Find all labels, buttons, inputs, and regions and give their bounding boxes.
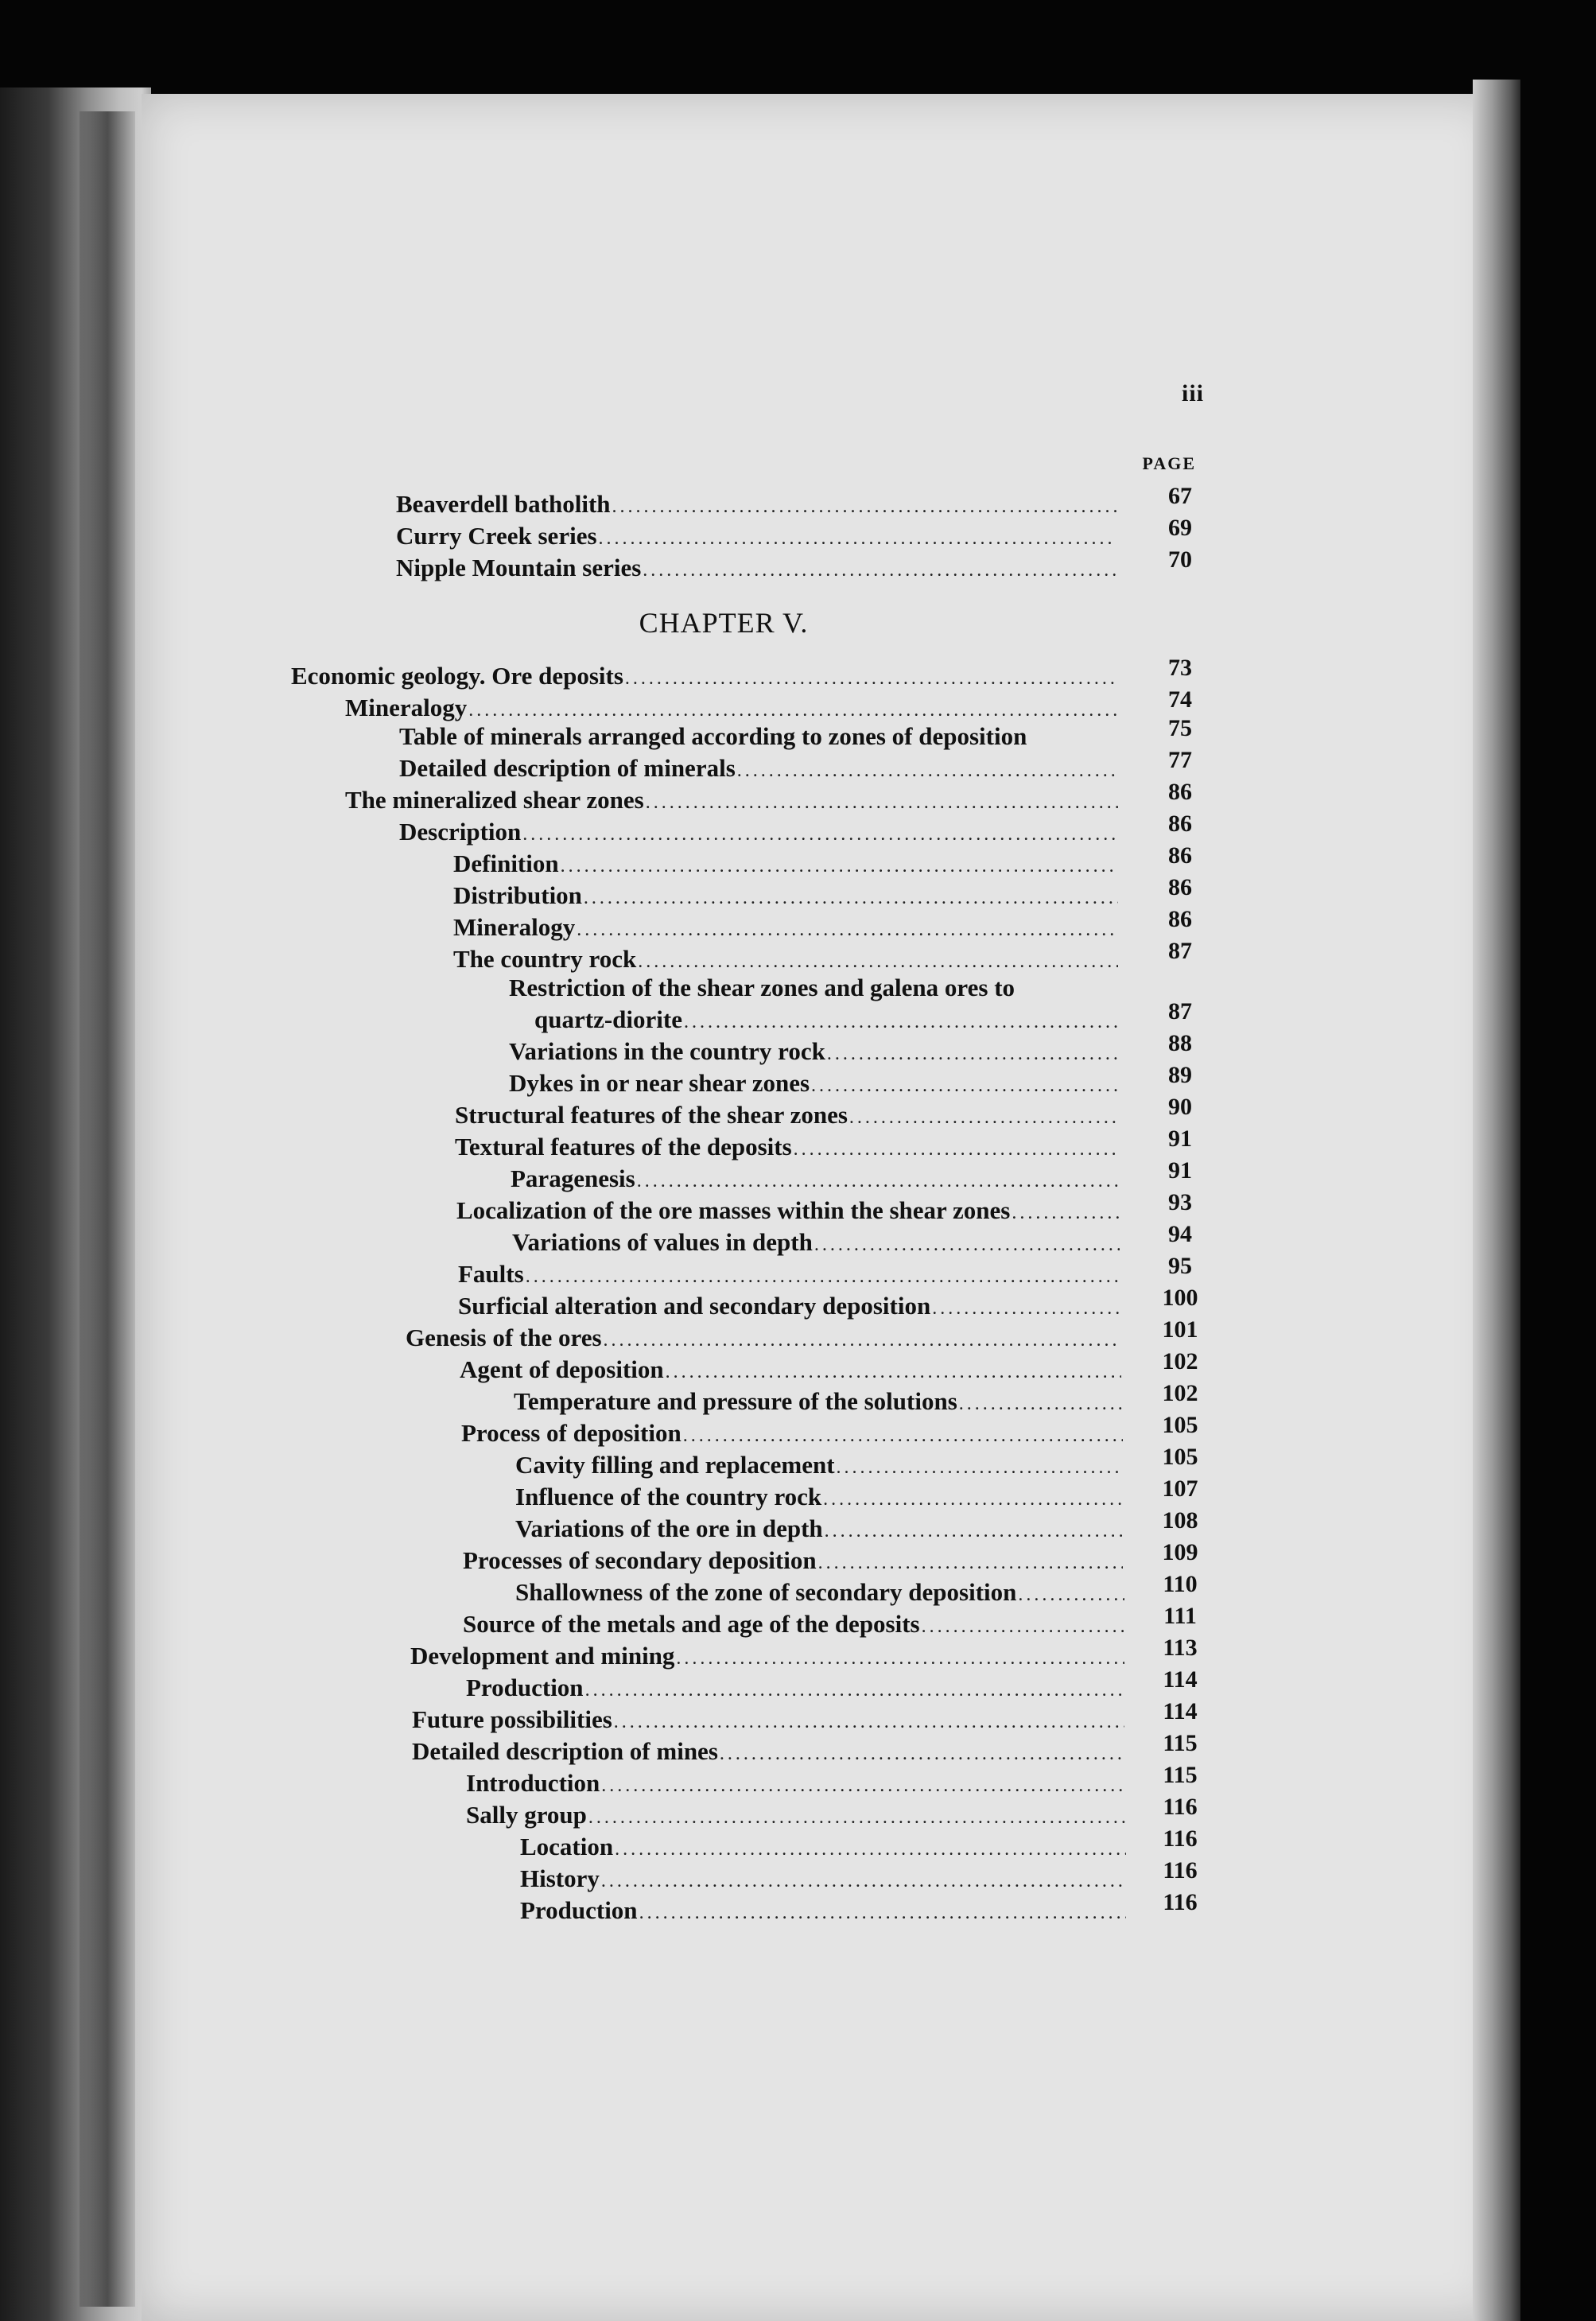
page-column-label: PAGE bbox=[1142, 453, 1196, 473]
toc-page-number: 86 bbox=[1168, 811, 1192, 837]
toc-entry: Variations of values in depth ..... bbox=[512, 1227, 1120, 1258]
toc-page-number: 86 bbox=[1168, 874, 1192, 900]
toc-page-number: 114 bbox=[1163, 1666, 1198, 1693]
toc-page-number: 111 bbox=[1163, 1603, 1197, 1629]
toc-page-number: 89 bbox=[1168, 1062, 1192, 1088]
toc-page-number: 95 bbox=[1168, 1253, 1192, 1279]
toc-entry: Description ..... bbox=[399, 816, 1118, 848]
toc-page-number: 115 bbox=[1163, 1762, 1198, 1788]
toc-entry: Detailed description of mines ..... bbox=[412, 1736, 1124, 1767]
toc-page-number: 114 bbox=[1163, 1698, 1198, 1724]
toc-entry: Distribution ..... bbox=[453, 880, 1118, 912]
toc-entry: The mineralized shear zones ..... bbox=[345, 784, 1118, 816]
toc-page-number: 91 bbox=[1168, 1126, 1192, 1152]
toc-page-number: 91 bbox=[1168, 1157, 1192, 1184]
toc-page-number: 105 bbox=[1162, 1444, 1198, 1470]
toc-entry: Variations in the country rock ..... bbox=[509, 1036, 1120, 1067]
toc-page-number: 67 bbox=[1168, 483, 1192, 509]
toc-page-number: 107 bbox=[1162, 1475, 1198, 1502]
toc-page-number: 88 bbox=[1168, 1030, 1192, 1056]
toc-page-number: 101 bbox=[1162, 1316, 1198, 1343]
toc-entry: Beaverdell batholith ..... bbox=[396, 488, 1116, 520]
toc-page-number: 102 bbox=[1162, 1380, 1198, 1406]
toc-page-number: 86 bbox=[1168, 906, 1192, 932]
toc-page-number: 93 bbox=[1168, 1189, 1192, 1215]
toc-page-number: 69 bbox=[1168, 515, 1192, 541]
toc-entry: Mineralogy ..... bbox=[453, 912, 1118, 943]
toc-entry: Detailed description of minerals ..... bbox=[399, 752, 1118, 784]
toc-page-number: 87 bbox=[1168, 998, 1192, 1024]
toc-entry: Paragenesis ..... bbox=[511, 1163, 1120, 1195]
toc-page-number: 87 bbox=[1168, 938, 1192, 964]
toc-entry: Agent of deposition ..... bbox=[460, 1354, 1121, 1386]
toc-entry: Localization of the ore masses within the shear zones ..... bbox=[456, 1195, 1120, 1227]
toc-entry: Sally group ..... bbox=[466, 1799, 1126, 1831]
toc-page-number: 73 bbox=[1168, 655, 1192, 681]
toc-entry: Source of the metals and age of the deposits ..... bbox=[463, 1608, 1124, 1640]
toc-entry: Introduction ..... bbox=[466, 1767, 1126, 1799]
chapter-heading: CHAPTER V. bbox=[639, 607, 809, 639]
toc-page-number: 105 bbox=[1162, 1412, 1198, 1438]
toc-entry: Processes of secondary deposition ..... bbox=[463, 1545, 1123, 1576]
toc-entry: Cavity filling and replacement ..... bbox=[515, 1449, 1123, 1481]
toc-entry: Influence of the country rock ..... bbox=[515, 1481, 1123, 1513]
toc-page-number: 74 bbox=[1168, 686, 1192, 713]
toc-page-number: 108 bbox=[1162, 1507, 1198, 1534]
toc-entry: Process of deposition ..... bbox=[461, 1417, 1123, 1449]
toc-entry: Restriction of the shear zones and galena ores to bbox=[509, 974, 1015, 1001]
toc-entry: Curry Creek series ..... bbox=[396, 520, 1116, 552]
toc-page-number: 109 bbox=[1162, 1539, 1198, 1565]
toc-entry: Future possibilities ..... bbox=[412, 1704, 1124, 1736]
toc-entry: Mineralogy ..... bbox=[345, 692, 1118, 724]
toc-entry: Production ..... bbox=[466, 1672, 1124, 1704]
toc-entry: Faults ..... bbox=[458, 1258, 1121, 1290]
toc-entry: Definition ..... bbox=[453, 848, 1118, 880]
toc-entry: Dykes in or near shear zones ..... bbox=[509, 1067, 1120, 1099]
toc-entry: The country rock ..... bbox=[453, 943, 1118, 975]
toc-entry: quartz-diorite ..... bbox=[534, 1004, 1120, 1036]
toc-entry: Textural features of the deposits ..... bbox=[455, 1131, 1120, 1163]
toc-page-number: 116 bbox=[1163, 1857, 1198, 1884]
toc-entry: Nipple Mountain series ..... bbox=[396, 552, 1116, 584]
toc-page-number: 116 bbox=[1163, 1889, 1198, 1915]
toc-page-number: 102 bbox=[1162, 1348, 1198, 1374]
toc-entry: Genesis of the ores ..... bbox=[406, 1322, 1121, 1354]
toc-entry: History ..... bbox=[520, 1863, 1126, 1895]
toc-entry: Production ..... bbox=[520, 1895, 1126, 1926]
toc-page-number: 77 bbox=[1168, 747, 1192, 773]
toc-page-number: 70 bbox=[1168, 546, 1192, 573]
toc-page-number: 86 bbox=[1168, 779, 1192, 805]
toc-entry: Surficial alteration and secondary deposition ..... bbox=[458, 1290, 1121, 1322]
toc-page-number: 90 bbox=[1168, 1094, 1192, 1120]
toc-entry: Shallowness of the zone of secondary deposition ..... bbox=[515, 1576, 1124, 1608]
toc-entry: Table of minerals arranged according to zones of deposition bbox=[399, 722, 1027, 750]
toc-page-number: 113 bbox=[1163, 1635, 1198, 1661]
toc-page-number: 86 bbox=[1168, 842, 1192, 869]
toc-page-number: 115 bbox=[1163, 1730, 1198, 1756]
toc-page-number: 94 bbox=[1168, 1221, 1192, 1247]
toc-entry: Economic geology. Ore deposits ..... bbox=[291, 660, 1118, 692]
toc-page-number: 75 bbox=[1168, 715, 1192, 741]
toc-page-number: 110 bbox=[1163, 1571, 1198, 1597]
toc-entry: Structural features of the shear zones ..... bbox=[455, 1099, 1120, 1131]
toc-entry: Variations of the ore in depth ..... bbox=[515, 1513, 1123, 1545]
page-number: iii bbox=[1181, 380, 1204, 406]
toc-entry: Development and mining ..... bbox=[410, 1640, 1124, 1672]
toc-page-number: 116 bbox=[1163, 1825, 1198, 1852]
toc-entry: Temperature and pressure of the solutions ..... bbox=[514, 1386, 1123, 1417]
toc-entry: Location ..... bbox=[520, 1831, 1126, 1863]
toc-page-number: 100 bbox=[1162, 1285, 1198, 1311]
toc-page-number: 116 bbox=[1163, 1794, 1198, 1820]
